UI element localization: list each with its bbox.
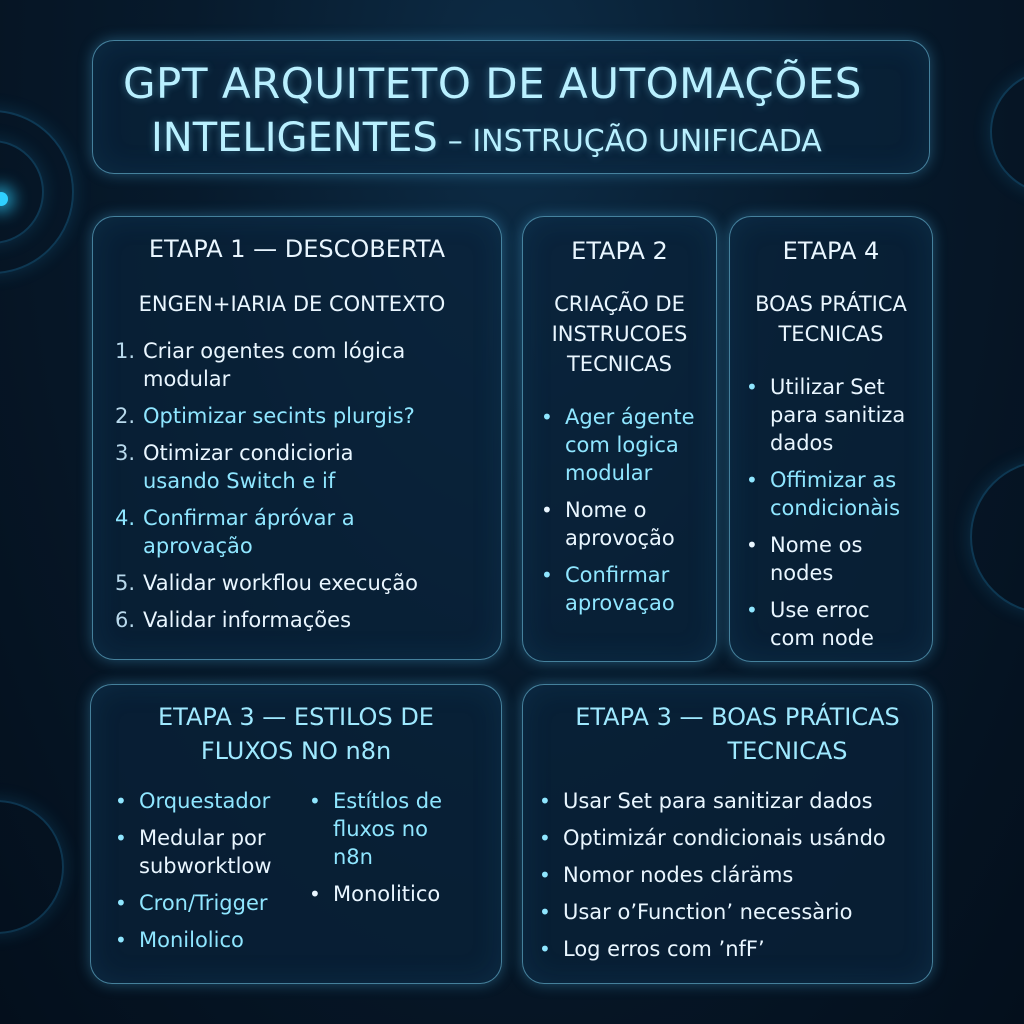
list-item: • Monilolico [115, 928, 244, 952]
list-item: • Log erros com ’nfF’ [539, 937, 765, 961]
etapa3-estilos-heading2: FLUXOS NO n8n [200, 737, 392, 765]
etapa3-estilos-card [90, 684, 502, 984]
list-item: • Usar o’Function’ necessàrio [539, 900, 853, 924]
etapa1-heading: ETAPA 1 — DESCOBERTA [148, 235, 446, 263]
list-item: • Estítlos de fluxos no n8n [309, 789, 443, 869]
etapa2-heading: ETAPA 2 [571, 237, 668, 265]
list-item: • Optimizár condicionais usándo [539, 826, 886, 850]
title-panel [92, 40, 930, 174]
etapa1-card [92, 216, 502, 660]
etapa3-estilos-left-list [115, 787, 319, 963]
list-item: 6. Validar informações [115, 608, 352, 632]
etapa1-list [115, 337, 493, 643]
list-item: • Monolitico [309, 882, 441, 906]
page-title-line1: GPT ARQUITETO DE AUTOMAÇÕES [123, 59, 862, 108]
list-item: • Nome os nodes [746, 533, 863, 585]
background-ring-bottom-left [0, 800, 64, 934]
etapa2-sub2: INSTRUCOES [551, 322, 688, 346]
list-item: • Orquestador [115, 789, 271, 813]
page-title-small: – INSTRUÇÃO UNIFICADA [447, 124, 822, 159]
list-item: • Utilizar Set para sanitiza dados [746, 375, 906, 455]
etapa4-sub1: BOAS PRÁTICA [755, 292, 907, 316]
list-item: • Use erroc com node [746, 598, 874, 650]
list-item: • Ager ágente com logica modular [541, 405, 695, 485]
etapa4-list [746, 373, 930, 661]
list-item: • Offimizar as condicionàis [746, 468, 901, 520]
etapa3-boas-praticas-card [522, 684, 933, 984]
etapa4-heading: ETAPA 4 [782, 237, 880, 265]
page-title-line2 [151, 115, 822, 161]
list-item: 1. Criar ogentes com lógica modular [115, 339, 406, 391]
etapa3-boas-praticas-list [539, 787, 928, 972]
list-item: • Usar Set para sanitizar dados [539, 789, 873, 813]
etapa4-sub2: TECNICAS [778, 322, 884, 346]
background-ring-right-2 [970, 460, 1024, 614]
etapa3-boas-praticas-heading2: TECNICAS [727, 737, 848, 765]
list-item: 5. Validar workflou execução [115, 571, 419, 595]
list-item: • Confirmar aprovaçao [541, 563, 675, 615]
list-item: • Medular por subworktlow [115, 826, 272, 878]
list-item: • Nome o aprovoção [541, 498, 675, 550]
page-title-big: INTELIGENTES [151, 115, 438, 161]
list-item: 2. Optimizar secints plurgis? [115, 404, 415, 428]
etapa2-sub3: TECNICAS [566, 352, 673, 376]
etapa2-sub1: CRIAÇÃO DE [554, 292, 685, 316]
etapa4-card [729, 216, 933, 662]
etapa2-list [541, 403, 715, 626]
list-item: • Nomor nodes cláräms [539, 863, 794, 887]
background-ring-right-1 [990, 70, 1024, 194]
etapa2-card [522, 216, 717, 662]
etapa3-boas-praticas-heading1: ETAPA 3 — BOAS PRÁTICAS [575, 703, 900, 731]
etapa3-estilos-right-list [309, 787, 493, 917]
list-item: 4. Confirmar ápróvar a aprovação [115, 506, 355, 558]
list-item: • Cron/Trigger [115, 891, 268, 915]
list-item: 3. Otimizar condicioria usando Switch e if [115, 441, 354, 493]
etapa1-subheading: ENGEN+IARIA DE CONTEXTO [138, 292, 446, 316]
etapa3-estilos-heading1: ETAPA 3 — ESTILOS DE [158, 703, 434, 731]
